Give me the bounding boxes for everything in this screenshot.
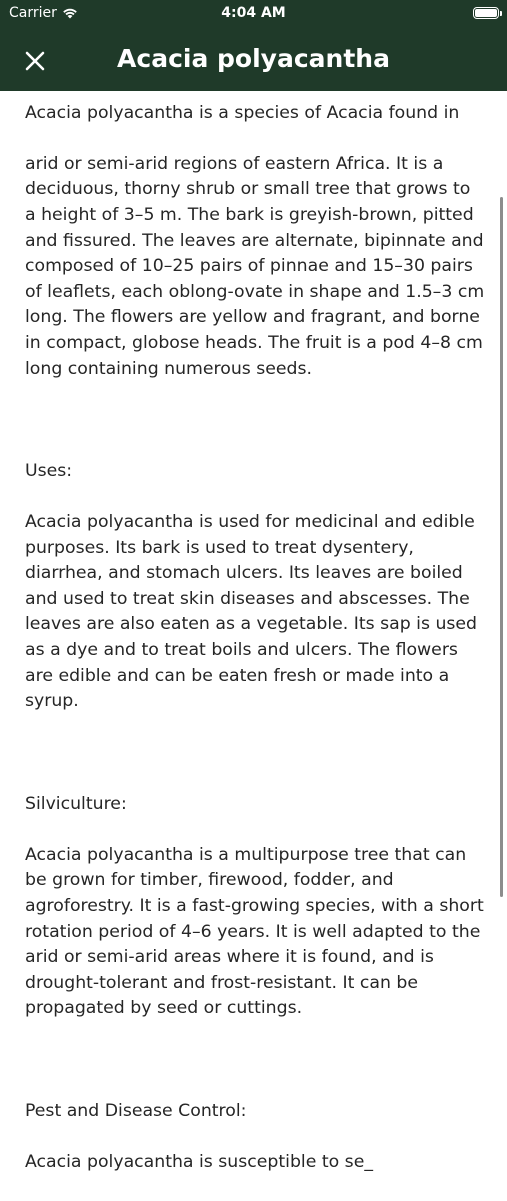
page-title: Acacia polyacantha [117,44,390,73]
close-button[interactable] [20,46,50,76]
article-scroll-view[interactable] [0,91,507,1172]
scrollbar[interactable] [500,197,503,897]
article-body [25,75,485,1201]
intro-paragraph: arid or semi-arid regions of eastern Africa. It is a deciduous, thorny shrub or small tree that grows to a height of 3–5 m. The bark is greyish-brown, pitted and fissured. The leaves are alternate, bipinnate and composed of 10–25 pairs of pinnae and 15–30 pairs of leaflets, each oblong-ovate in shape and 1.5–3 cm long. The flowers are yellow and fragrant, and borne in compact, globose heads. The fruit is a pod 4–8 cm long containing numerous seeds. [25,153,485,379]
carrier-label: Carrier [9,5,57,21]
pest-control-heading: Pest and Disease Control: [25,1100,247,1121]
uses-heading: Uses: [25,460,73,481]
uses-paragraph: Acacia polyacantha is used for medicinal and edible purposes. Its bark is used to treat dysentery, diarrhea, and stomach ulcers. Its leaves are boiled and used to treat skin diseases and abscesses. The leaves are also eaten as a vegetable. Its sap is used as a dye and to treat boils and ulcers. The flowers are edible and can be eaten fresh or made into a syrup. [25,512,478,712]
silviculture-heading: Silviculture: [25,793,127,814]
status-time: 4:04 AM [221,5,286,21]
pest-control-paragraph: Acacia polyacantha is susceptible to se_ [25,1151,373,1172]
silviculture-paragraph: Acacia polyacantha is a multipurpose tree that can be grown for timber, firewood, fodder, and agroforestry. It is a fast-growing species, with a short rotation period of 4–6 years. It is well adapted to the arid or semi-arid areas where it is found, and is drought-tolerant and frost-resistant. It can be propagated by seed or cuttings. [25,844,484,1019]
intro-cut-line: Acacia polyacantha is a species of Acacia found in [25,102,460,123]
close-icon [25,51,45,71]
battery-icon [473,7,499,19]
